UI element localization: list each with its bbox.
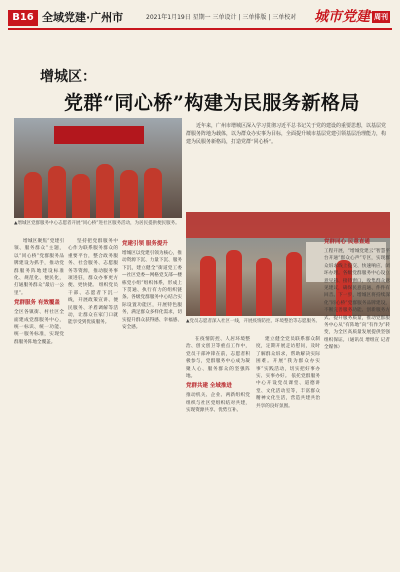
body-text: 工程开展，“增城党建云”智慧平台开通“群众心声”专区，实现群众诉求线上提交、快速响应、闭环办理。各级党群服务中心设立意见箱、接待窗口，收集群众意见建议，确保民意直通、件件有回音。下一步，增城区将持续深化“同心桥”党群服务品牌建设，不断完善服务功能、创新服务方式、提升服务质量，推动党群服务中心从“有阵地”向“有作为”转变，为全区高质量发展提供坚强组织保证。（通讯员 增组宣 记者 全媒体） (324, 249, 390, 351)
masthead-logo (314, 6, 390, 26)
article-column-4 (186, 336, 250, 564)
photo-figure (72, 174, 90, 218)
photo-figure (144, 168, 162, 218)
body-text: 增城区聚焦“党建引领、服务群众”主题，以“同心桥”党群服务品牌建设为抓手，推动党群服务阵地建设标准化、规范化、便民化，打通服务群众“最后一公里”。 (14, 239, 64, 296)
photo-figure (226, 250, 242, 316)
body-text: 坚持把党群服务中心作为联系服务群众的重要平台，整合政务服务、社会服务、志愿服务等资源，推动服务事项进驻，群众办事更方便、更快捷。 (68, 239, 118, 289)
photo1-caption: ▲增城区党群服务中心志愿者开展“同心桥”进社区服务活动，为居民提供便民服务。 (14, 221, 180, 226)
article-column-5 (256, 336, 320, 564)
subheading: 党群同心 民意直通 (324, 239, 370, 245)
body-text: 建立健全党员联系群众制度，定期开展走访慰问，及时了解群众诉求，帮助解决实际困难。开展“我为群众办实事”实践活动，切实把好事办实、实事办好。 (256, 337, 320, 380)
photo2-caption: ▲党员志愿者深入社区一线，开展疫情防控、环境整治等志愿服务。 (186, 319, 320, 324)
photo-figure (256, 258, 272, 316)
body-text: 增城区以党建引领为核心，推动资源下沉、力量下沉、服务下沉，建立健全“街道党工委—社区党委—网格党支部—楼栋党小组”组织体系，形成上下贯通、执行有力的组织链条。各级党群服务中心结合实际设置功能区，开展特色服务，满足群众多样化需求，切实提升群众获得感、幸福感、安全感。 (122, 251, 182, 331)
dateline: 2021年1月19日 星期一 三单设计 | 三单排版 | 三单校对 (146, 14, 297, 21)
lede-paragraph: 近年来，广州市增城区深入学习贯彻习近平总书记关于党的建设的重要思想，以基层党群服务阵地为载体，以为群众办实事为目标，全面提升城市基层党建引领基层治理能力，构建为民服务新格局，打造党群“同心桥”。 (186, 123, 387, 145)
article-column-3 (122, 238, 182, 564)
article-column-1 (14, 238, 64, 564)
body-text: 在疫情防控、人居环境整治、创文创卫等重点工作中，党员干部冲锋在前，志愿者积极参与，党群服务中心成为凝聚人心、服务群众的坚强阵地。 (186, 337, 250, 380)
photo-volunteers-service (14, 118, 182, 218)
photo-figure (96, 164, 114, 218)
photo-figure (24, 172, 42, 218)
section-name: 全域党建·广州市 (42, 11, 124, 24)
photo-figure (200, 256, 216, 316)
subheading: 党建引领 服务提升 (122, 241, 168, 247)
body-text: 推动机关、企业、两新组织党组织与社区党组织结对共建，实现资源共享、优势互补。 (186, 393, 250, 414)
headline-kicker: 增城区： (40, 69, 96, 85)
body-text: 依托党群服务中心开设党员课堂、道德讲堂、文化活动室等，丰富群众精神文化生活，营造共建共治共享的良好氛围。 (256, 374, 320, 409)
photo-figure (48, 166, 66, 218)
article-column-6 (324, 236, 390, 564)
photo-figure (286, 252, 302, 316)
headline: 党群“同心桥”构建为民服务新格局 (64, 92, 360, 114)
body-text: 全区各镇街、村社区全面建成党群服务中心，统一标识、统一功能、统一服务标准，实现党群服务阵地全覆盖。 (14, 310, 64, 345)
page-header (0, 0, 400, 30)
article-column-2 (68, 238, 118, 564)
header-rule (8, 28, 392, 30)
masthead-title: 城市党建 (314, 9, 370, 25)
photo-banner (186, 212, 390, 238)
photo-banner (54, 126, 144, 144)
body-text: 组织党员干部、志愿者下沉一线，开展政策宣讲、便民服务、矛盾调解等活动，让群众在家门口就能享受到优质服务。 (68, 283, 118, 326)
subheading: 党群服务 有效覆盖 (14, 300, 60, 307)
photo-figure (120, 170, 138, 218)
masthead-tag: 周刊 (374, 13, 388, 21)
page-number-badge: B16 (8, 10, 38, 26)
subheading: 党群共建 全域推进 (186, 383, 232, 390)
